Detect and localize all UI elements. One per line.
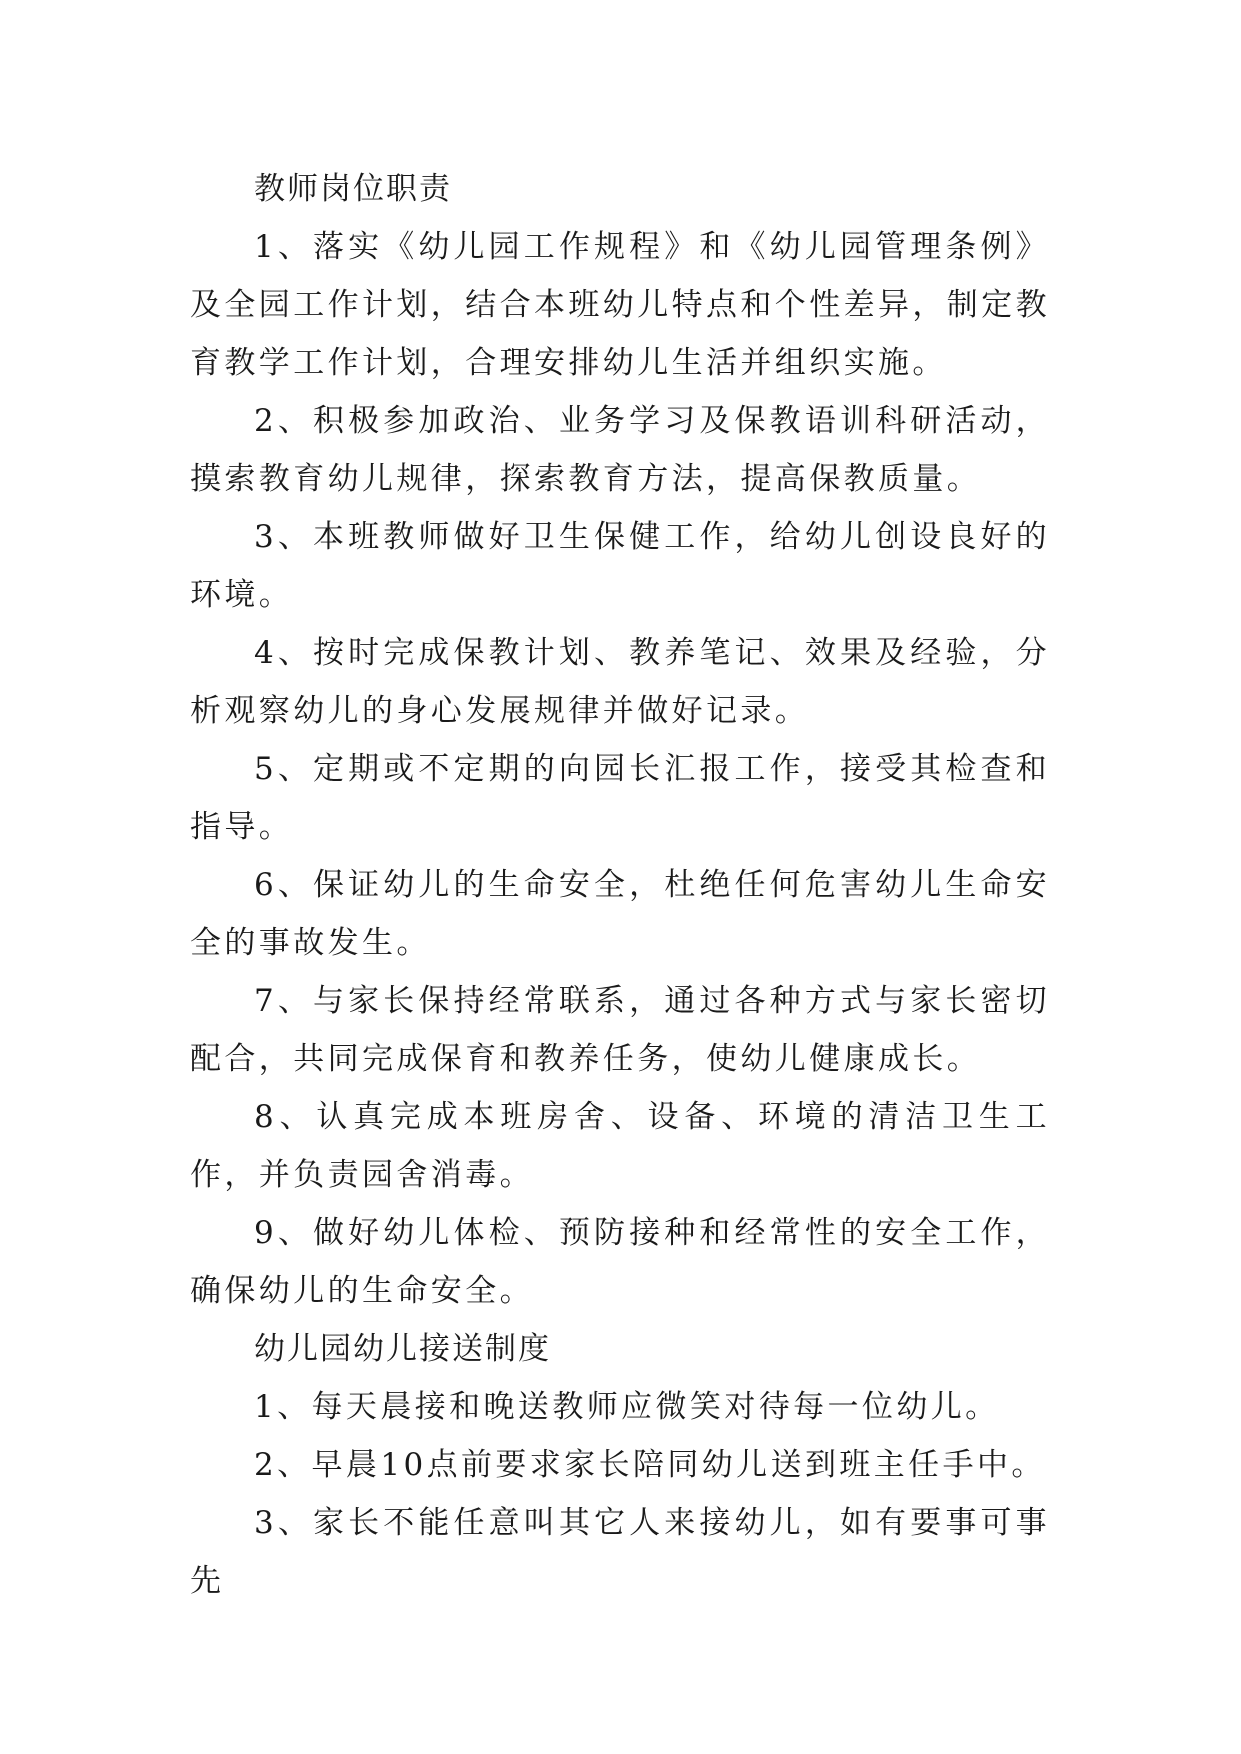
teacher-duty-item: 1、落实《幼儿园工作规程》和《幼儿园管理条例》及全园工作计划，结合本班幼儿特点和个性差异，制定教育教学工作计划，合理安排幼儿生活并组织实施。 (190, 229, 1050, 381)
section-title-pickup-policy: 幼儿园幼儿接送制度 (254, 1331, 551, 1367)
document-body (190, 160, 1050, 1610)
teacher-duty-item: 7、与家长保持经常联系，通过各种方式与家长密切配合，共同完成保育和教养任务，使幼儿健康成长。 (190, 983, 1050, 1077)
teacher-duty-item: 4、按时完成保教计划、教养笔记、效果及经验，分析观察幼儿的身心发展规律并做好记录。 (190, 635, 1050, 729)
teacher-duty-item: 9、做好幼儿体检、预防接种和经常性的安全工作，确保幼儿的生命安全。 (190, 1215, 1050, 1309)
teacher-duty-item: 3、本班教师做好卫生保健工作，给幼儿创设良好的环境。 (190, 519, 1050, 613)
pickup-rule-item: 1、每天晨接和晚送教师应微笑对待每一位幼儿。 (254, 1389, 1000, 1425)
teacher-duty-item: 2、积极参加政治、业务学习及保教语训科研活动，摸索教育幼儿规律，探索教育方法，提高保教质量。 (190, 403, 1050, 497)
section-title-teacher-duties: 教师岗位职责 (254, 171, 452, 207)
teacher-duty-item: 5、定期或不定期的向园长汇报工作，接受其检查和指导。 (190, 751, 1050, 845)
pickup-rule-item: 3、家长不能任意叫其它人来接幼儿，如有要事可事先 (190, 1505, 1050, 1599)
pickup-rule-item: 2、早晨10点前要求家长陪同幼儿送到班主任手中。 (254, 1447, 1046, 1483)
teacher-duty-item: 8、认真完成本班房舍、设备、环境的清洁卫生工作，并负责园舍消毒。 (190, 1099, 1050, 1193)
teacher-duty-item: 6、保证幼儿的生命安全，杜绝任何危害幼儿生命安全的事故发生。 (190, 867, 1050, 961)
